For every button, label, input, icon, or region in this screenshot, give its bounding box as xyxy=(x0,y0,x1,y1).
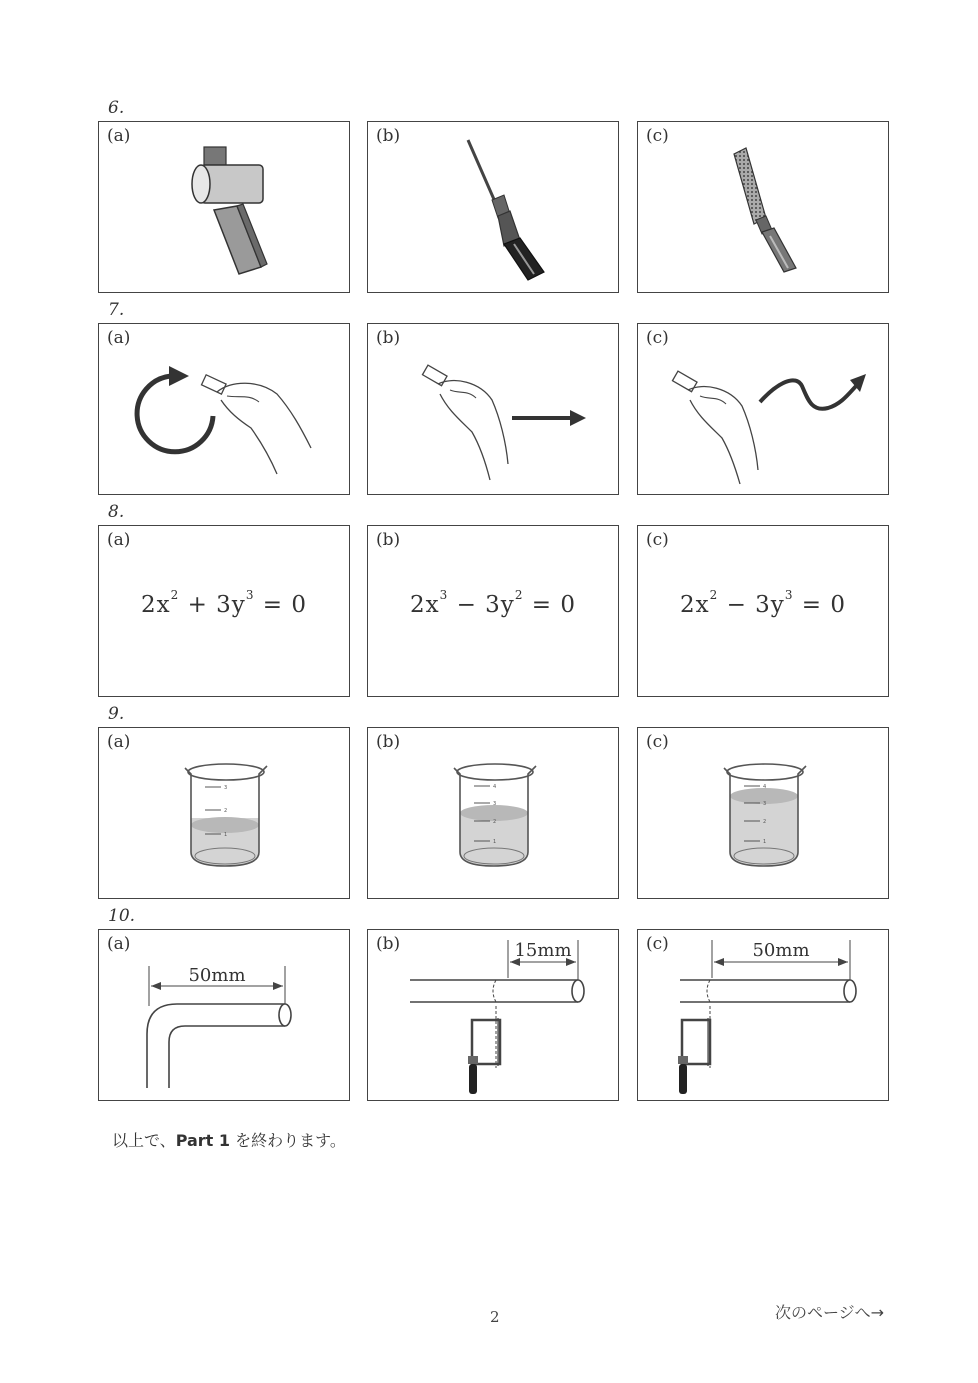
question-number: 9. xyxy=(108,704,125,724)
bent-pipe-icon xyxy=(99,930,351,1102)
svg-text:3: 3 xyxy=(224,785,228,791)
option-panel-7c[interactable] xyxy=(637,323,889,495)
svg-text:4: 4 xyxy=(763,784,767,790)
svg-text:4: 4 xyxy=(493,784,497,790)
question-number: 6. xyxy=(108,98,125,118)
hammer-icon xyxy=(99,122,351,294)
pipe-saw-icon xyxy=(368,930,620,1102)
svg-text:2: 2 xyxy=(763,819,767,825)
option-panel-10c[interactable] xyxy=(637,929,889,1101)
option-label: (c) xyxy=(646,126,669,146)
option-panel-10b[interactable] xyxy=(367,929,619,1101)
closing-text: 以上で、Part 1 を終わります。 xyxy=(112,1131,346,1150)
beaker-icon xyxy=(638,728,890,900)
pipe-saw-icon xyxy=(638,930,890,1102)
option-label: (b) xyxy=(376,732,401,752)
next-page-indicator: 次のページへ→ xyxy=(775,1303,885,1322)
svg-text:3: 3 xyxy=(763,801,767,807)
option-label: (a) xyxy=(107,732,131,752)
beaker-icon xyxy=(99,728,351,900)
option-panel-8a[interactable] xyxy=(98,525,350,697)
circular-arrow-icon xyxy=(99,324,351,496)
option-label: (c) xyxy=(646,530,669,550)
option-label: (c) xyxy=(646,328,669,348)
file-tool-icon xyxy=(638,122,890,294)
option-panel-6c[interactable] xyxy=(637,121,889,293)
option-label: (a) xyxy=(107,126,131,146)
option-label: (b) xyxy=(376,328,401,348)
svg-text:2: 2 xyxy=(224,808,228,814)
svg-text:1: 1 xyxy=(224,832,228,838)
dimension-label: 50mm xyxy=(752,940,810,961)
svg-text:3: 3 xyxy=(493,801,497,807)
question-number: 8. xyxy=(108,502,125,522)
option-label: (b) xyxy=(376,934,401,954)
svg-text:1: 1 xyxy=(763,839,767,845)
equation: $2x^2 + 3y^3 = 0$ xyxy=(141,588,307,618)
equation: $2x^2 - 3y^3 = 0$ xyxy=(680,588,846,618)
option-panel-6b[interactable] xyxy=(367,121,619,293)
option-label: (c) xyxy=(646,934,669,954)
option-panel-7b[interactable] xyxy=(367,323,619,495)
straight-arrow-icon xyxy=(368,324,620,496)
svg-text:2: 2 xyxy=(493,819,497,825)
option-panel-10a[interactable] xyxy=(98,929,350,1101)
option-panel-9b[interactable] xyxy=(367,727,619,899)
screwdriver-icon xyxy=(368,122,620,294)
beaker-icon xyxy=(368,728,620,900)
option-panel-8c[interactable] xyxy=(637,525,889,697)
option-panel-8b[interactable] xyxy=(367,525,619,697)
option-label: (a) xyxy=(107,530,131,550)
option-label: (a) xyxy=(107,328,131,348)
option-label: (c) xyxy=(646,732,669,752)
option-label: (b) xyxy=(376,530,401,550)
dimension-label: 50mm xyxy=(188,965,246,986)
question-number: 10. xyxy=(108,906,136,926)
wavy-arrow-icon xyxy=(638,324,890,496)
svg-text:1: 1 xyxy=(493,839,497,845)
option-panel-9c[interactable] xyxy=(637,727,889,899)
option-panel-6a[interactable] xyxy=(98,121,350,293)
option-label: (a) xyxy=(107,934,131,954)
equation: $2x^3 - 3y^2 = 0$ xyxy=(410,588,576,618)
question-number: 7. xyxy=(108,300,125,320)
page-number: 2 xyxy=(490,1308,500,1326)
dimension-label: 15mm xyxy=(514,940,572,961)
option-label: (b) xyxy=(376,126,401,146)
option-panel-7a[interactable] xyxy=(98,323,350,495)
option-panel-9a[interactable] xyxy=(98,727,350,899)
